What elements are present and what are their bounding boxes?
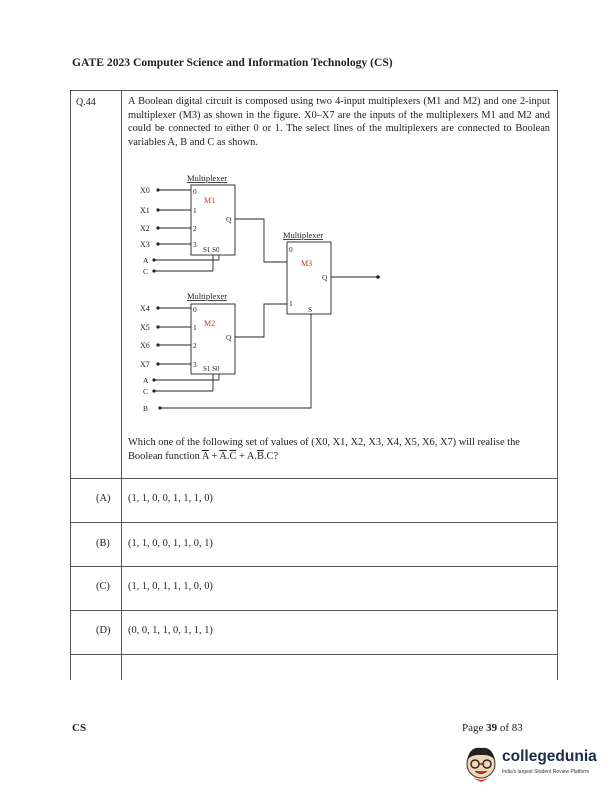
- input-x3: X3: [140, 240, 150, 249]
- footer-page-number: Page 39 of 83: [462, 722, 523, 734]
- m1-output-label: Q: [226, 215, 232, 224]
- mux-m3-title: Multiplexer: [283, 230, 324, 240]
- question-prompt: Which one of the following set of values of (X0, X1, X2, X3, X4, X5, X6, X7) will realise the Boolean function $\overline{A} + \overline{A}.\overline{C} + A.\overline{B}.C$?: [128, 437, 520, 462]
- m3-select-label: S: [308, 305, 313, 314]
- m3-pin-1: 1: [289, 299, 293, 308]
- m3-output-label: Q: [322, 273, 328, 282]
- m1-select-label: S1 S0: [203, 246, 220, 254]
- logo-tagline: India's largest Student Review Platform: [502, 769, 590, 775]
- boolean-function: $\overline{A} + \overline{A}.\overline{C} + A.\overline{B}.C$: [201, 451, 274, 462]
- question-text: A Boolean digital circuit is composed using two 4-input multiplexers (M1 and M2) and one 2-input multiplexer (M3) as shown in the figure. X0–X7 are the inputs of the multiplexers M1 and M2 and could be connected to either 0 or 1. The select lines of the multiplexers are connected to Boolean variables A, B and C as shown.: [128, 96, 550, 148]
- option-a-label: (A): [96, 493, 111, 504]
- option-c-value: (1, 1, 0, 1, 1, 1, 0, 0): [128, 581, 213, 592]
- m2-var-c: C: [143, 387, 149, 396]
- input-x1: X1: [140, 206, 150, 215]
- option-d-label: (D): [96, 625, 111, 636]
- option-c-label: (C): [96, 581, 110, 592]
- m1-pin-2: 2: [193, 224, 197, 233]
- page-header: GATE 2023 Computer Science and Information Technology (CS): [72, 56, 393, 69]
- mux-m1-title: Multiplexer: [187, 173, 228, 183]
- m2-pin-2: 2: [193, 341, 197, 350]
- input-x7: X7: [140, 360, 150, 369]
- m2-select-label: S1 S0: [203, 365, 220, 373]
- input-x0: X0: [140, 186, 150, 195]
- collegedunia-logo: [462, 742, 602, 786]
- m3-var-b: B: [143, 404, 149, 413]
- mux-m2-title: Multiplexer: [187, 291, 228, 301]
- input-x2: X2: [140, 224, 150, 233]
- option-d-value: (0, 0, 1, 1, 0, 1, 1, 1): [128, 625, 213, 636]
- logo-name: collegedunia: [502, 748, 597, 765]
- m2-var-a: A: [143, 376, 149, 385]
- input-x6: X6: [140, 341, 150, 350]
- option-b-label: (B): [96, 538, 110, 549]
- mux-m3-label: M3: [301, 259, 313, 268]
- m1-var-a: A: [143, 256, 149, 265]
- m2-pin-0: 0: [193, 305, 197, 314]
- m3-pin-0: 0: [289, 245, 293, 254]
- mascot-icon: [462, 744, 500, 784]
- m1-pin-1: 1: [193, 206, 197, 215]
- input-x4: X4: [140, 304, 150, 313]
- input-x5: X5: [140, 323, 150, 332]
- m1-pin-0: 0: [193, 187, 197, 196]
- output-terminal: [376, 275, 380, 279]
- mux-m2-label: M2: [204, 319, 216, 328]
- m2-output-label: Q: [226, 333, 232, 342]
- mux-m1-label: M1: [204, 196, 216, 205]
- m2-pin-1: 1: [193, 323, 197, 332]
- footer-paper-code: CS: [72, 722, 87, 734]
- option-a-value: (1, 1, 0, 0, 1, 1, 1, 0): [128, 493, 213, 504]
- question-number: Q.44: [76, 97, 96, 108]
- option-b-value: (1, 1, 0, 0, 1, 1, 0, 1): [128, 538, 213, 549]
- m2-pin-3: 3: [193, 360, 197, 369]
- m1-var-c: C: [143, 267, 149, 276]
- m1-pin-3: 3: [193, 240, 197, 249]
